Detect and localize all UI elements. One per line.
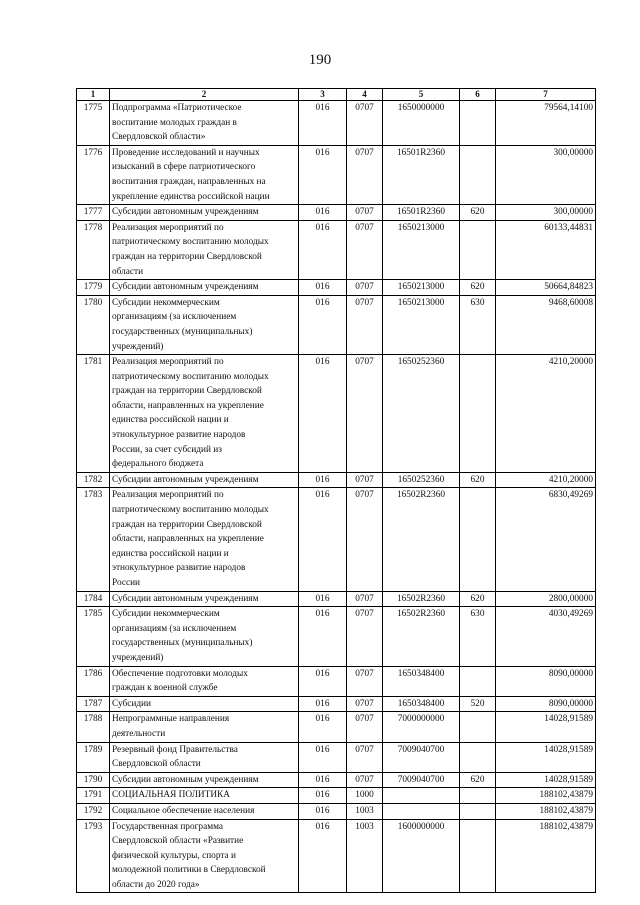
table-row xyxy=(77,355,596,473)
row-number: 1779 xyxy=(77,280,110,296)
row-expense-type xyxy=(460,355,496,473)
row-section-code: 0707 xyxy=(347,607,383,666)
table-row xyxy=(77,607,596,666)
row-number: 1776 xyxy=(77,145,110,204)
row-amount: 4210,20000 xyxy=(496,472,596,488)
column-header: 3 xyxy=(299,89,347,101)
row-ministry-code: 016 xyxy=(299,101,347,146)
row-target-code: 1650252360 xyxy=(383,355,460,473)
table-row xyxy=(77,788,596,804)
column-header: 5 xyxy=(383,89,460,101)
row-expense-type: 620 xyxy=(460,772,496,788)
row-name: Проведение исследований и научных изысканий в сфере патриотического воспитания граждан, направленных на укрепление единства российской нации xyxy=(110,145,299,204)
row-expense-type xyxy=(460,666,496,696)
row-target-code: 1650252360 xyxy=(383,472,460,488)
row-name: Реализация мероприятий по патриотическому воспитанию молодых граждан на территории Свердловской области, направленных на укрепление единства российской нации и этнокультурное развитие народов России xyxy=(110,488,299,591)
row-name: Государственная программа Свердловской области «Развитие физической культуры, спорта и молодежной политики в Свердловской области до 2020 года» xyxy=(110,819,299,893)
column-header: 4 xyxy=(347,89,383,101)
row-section-code: 0707 xyxy=(347,205,383,221)
row-expense-type xyxy=(460,803,496,819)
row-amount: 4030,49269 xyxy=(496,607,596,666)
row-expense-type xyxy=(460,742,496,772)
row-ministry-code: 016 xyxy=(299,742,347,772)
row-ministry-code: 016 xyxy=(299,607,347,666)
row-ministry-code: 016 xyxy=(299,819,347,893)
row-expense-type: 630 xyxy=(460,607,496,666)
column-header: 1 xyxy=(77,89,110,101)
row-name: Субсидии некоммерческим организациям (за исключением государственных (муниципальных) учреждений) xyxy=(110,295,299,354)
row-expense-type xyxy=(460,488,496,591)
row-expense-type xyxy=(460,819,496,893)
row-amount: 14028,91589 xyxy=(496,742,596,772)
row-amount: 14028,91589 xyxy=(496,772,596,788)
table-row xyxy=(77,472,596,488)
table-row xyxy=(77,280,596,296)
row-section-code: 0707 xyxy=(347,742,383,772)
row-name: Субсидии некоммерческим организациям (за исключением государственных (муниципальных) учреждений) xyxy=(110,607,299,666)
row-section-code: 0707 xyxy=(347,472,383,488)
column-header: 6 xyxy=(460,89,496,101)
row-target-code xyxy=(383,788,460,804)
row-amount: 300,00000 xyxy=(496,205,596,221)
row-name: Подпрограмма «Патриотическое воспитание молодых граждан в Свердловской области» xyxy=(110,101,299,146)
table-body xyxy=(77,101,596,893)
row-expense-type xyxy=(460,788,496,804)
row-ministry-code: 016 xyxy=(299,666,347,696)
row-section-code: 0707 xyxy=(347,696,383,712)
row-expense-type: 630 xyxy=(460,295,496,354)
table-row xyxy=(77,772,596,788)
row-target-code: 1650348400 xyxy=(383,696,460,712)
table-row xyxy=(77,742,596,772)
row-target-code: 7009040700 xyxy=(383,742,460,772)
row-name: Обеспечение подготовки молодых граждан к военной службе xyxy=(110,666,299,696)
table-row xyxy=(77,696,596,712)
row-section-code: 0707 xyxy=(347,666,383,696)
row-expense-type xyxy=(460,101,496,146)
row-ministry-code: 016 xyxy=(299,803,347,819)
row-target-code: 16502R2360 xyxy=(383,591,460,607)
row-expense-type xyxy=(460,145,496,204)
row-amount: 60133,44831 xyxy=(496,220,596,279)
row-amount: 8090,00000 xyxy=(496,696,596,712)
table-row xyxy=(77,712,596,742)
row-target-code: 16502R2360 xyxy=(383,488,460,591)
row-number: 1781 xyxy=(77,355,110,473)
row-name: Социальное обеспечение населения xyxy=(110,803,299,819)
row-section-code: 0707 xyxy=(347,101,383,146)
row-number: 1775 xyxy=(77,101,110,146)
table-row xyxy=(77,145,596,204)
row-amount: 188102,43879 xyxy=(496,803,596,819)
row-amount: 300,00000 xyxy=(496,145,596,204)
row-section-code: 1000 xyxy=(347,788,383,804)
row-amount: 6830,49269 xyxy=(496,488,596,591)
row-ministry-code: 016 xyxy=(299,295,347,354)
row-amount: 8090,00000 xyxy=(496,666,596,696)
row-section-code: 0707 xyxy=(347,145,383,204)
row-expense-type: 620 xyxy=(460,472,496,488)
row-expense-type: 620 xyxy=(460,205,496,221)
row-section-code: 0707 xyxy=(347,220,383,279)
row-section-code: 0707 xyxy=(347,591,383,607)
table-row xyxy=(77,488,596,591)
row-name: СОЦИАЛЬНАЯ ПОЛИТИКА xyxy=(110,788,299,804)
row-target-code: 1600000000 xyxy=(383,819,460,893)
row-section-code: 0707 xyxy=(347,295,383,354)
row-section-code: 0707 xyxy=(347,355,383,473)
row-section-code: 0707 xyxy=(347,488,383,591)
header-row xyxy=(77,89,596,101)
row-amount: 50664,84823 xyxy=(496,280,596,296)
row-expense-type: 620 xyxy=(460,280,496,296)
row-ministry-code: 016 xyxy=(299,772,347,788)
row-target-code xyxy=(383,803,460,819)
page-number: 190 xyxy=(308,52,332,68)
row-target-code: 16502R2360 xyxy=(383,607,460,666)
row-section-code: 0707 xyxy=(347,280,383,296)
row-name: Субсидии автономным учреждениям xyxy=(110,772,299,788)
row-section-code: 1003 xyxy=(347,819,383,893)
column-header: 2 xyxy=(110,89,299,101)
row-name: Реализация мероприятий по патриотическому воспитанию молодых граждан на территории Свердловской области xyxy=(110,220,299,279)
row-name: Резервный фонд Правительства Свердловской области xyxy=(110,742,299,772)
row-section-code: 1003 xyxy=(347,803,383,819)
table-row xyxy=(77,205,596,221)
table-row xyxy=(77,591,596,607)
row-ministry-code: 016 xyxy=(299,472,347,488)
row-ministry-code: 016 xyxy=(299,591,347,607)
row-number: 1782 xyxy=(77,472,110,488)
row-amount: 14028,91589 xyxy=(496,712,596,742)
table-row xyxy=(77,101,596,146)
row-number: 1777 xyxy=(77,205,110,221)
row-ministry-code: 016 xyxy=(299,696,347,712)
row-name: Субсидии автономным учреждениям xyxy=(110,280,299,296)
row-expense-type xyxy=(460,220,496,279)
row-ministry-code: 016 xyxy=(299,205,347,221)
row-amount: 79564,14100 xyxy=(496,101,596,146)
row-section-code: 0707 xyxy=(347,772,383,788)
row-ministry-code: 016 xyxy=(299,355,347,473)
row-name: Непрограммные направления деятельности xyxy=(110,712,299,742)
table-row xyxy=(77,819,596,893)
row-amount: 9468,60008 xyxy=(496,295,596,354)
row-target-code: 7009040700 xyxy=(383,772,460,788)
row-ministry-code: 016 xyxy=(299,280,347,296)
row-number: 1780 xyxy=(77,295,110,354)
row-name: Субсидии автономным учреждениям xyxy=(110,591,299,607)
row-name: Субсидии автономным учреждениям xyxy=(110,205,299,221)
row-number: 1785 xyxy=(77,607,110,666)
row-target-code: 7000000000 xyxy=(383,712,460,742)
row-number: 1793 xyxy=(77,819,110,893)
row-amount: 4210,20000 xyxy=(496,355,596,473)
row-number: 1778 xyxy=(77,220,110,279)
row-target-code: 1650213000 xyxy=(383,280,460,296)
row-expense-type xyxy=(460,712,496,742)
row-ministry-code: 016 xyxy=(299,145,347,204)
row-target-code: 16501R2360 xyxy=(383,145,460,204)
row-amount: 188102,43879 xyxy=(496,788,596,804)
row-ministry-code: 016 xyxy=(299,712,347,742)
row-number: 1791 xyxy=(77,788,110,804)
row-name: Субсидии xyxy=(110,696,299,712)
table-row xyxy=(77,803,596,819)
row-section-code: 0707 xyxy=(347,712,383,742)
row-target-code: 16501R2360 xyxy=(383,205,460,221)
row-ministry-code: 016 xyxy=(299,488,347,591)
row-name: Реализация мероприятий по патриотическому воспитанию молодых граждан на территории Свердловской области, направленных на укрепление единства российской нации и этнокультурное развитие народов России, за счет субсидий из федерального бюджета xyxy=(110,355,299,473)
row-target-code: 1650213000 xyxy=(383,220,460,279)
row-number: 1783 xyxy=(77,488,110,591)
row-number: 1786 xyxy=(77,666,110,696)
column-header: 7 xyxy=(496,89,596,101)
table-row xyxy=(77,220,596,279)
row-expense-type: 520 xyxy=(460,696,496,712)
row-name: Субсидии автономным учреждениям xyxy=(110,472,299,488)
table-row xyxy=(77,666,596,696)
row-number: 1790 xyxy=(77,772,110,788)
row-target-code: 1650000000 xyxy=(383,101,460,146)
row-amount: 188102,43879 xyxy=(496,819,596,893)
row-expense-type: 620 xyxy=(460,591,496,607)
row-number: 1788 xyxy=(77,712,110,742)
budget-table xyxy=(76,88,596,893)
row-number: 1792 xyxy=(77,803,110,819)
table-row xyxy=(77,295,596,354)
row-target-code: 1650348400 xyxy=(383,666,460,696)
row-amount: 2800,00000 xyxy=(496,591,596,607)
row-target-code: 1650213000 xyxy=(383,295,460,354)
row-number: 1787 xyxy=(77,696,110,712)
row-ministry-code: 016 xyxy=(299,220,347,279)
row-number: 1784 xyxy=(77,591,110,607)
row-number: 1789 xyxy=(77,742,110,772)
row-ministry-code: 016 xyxy=(299,788,347,804)
